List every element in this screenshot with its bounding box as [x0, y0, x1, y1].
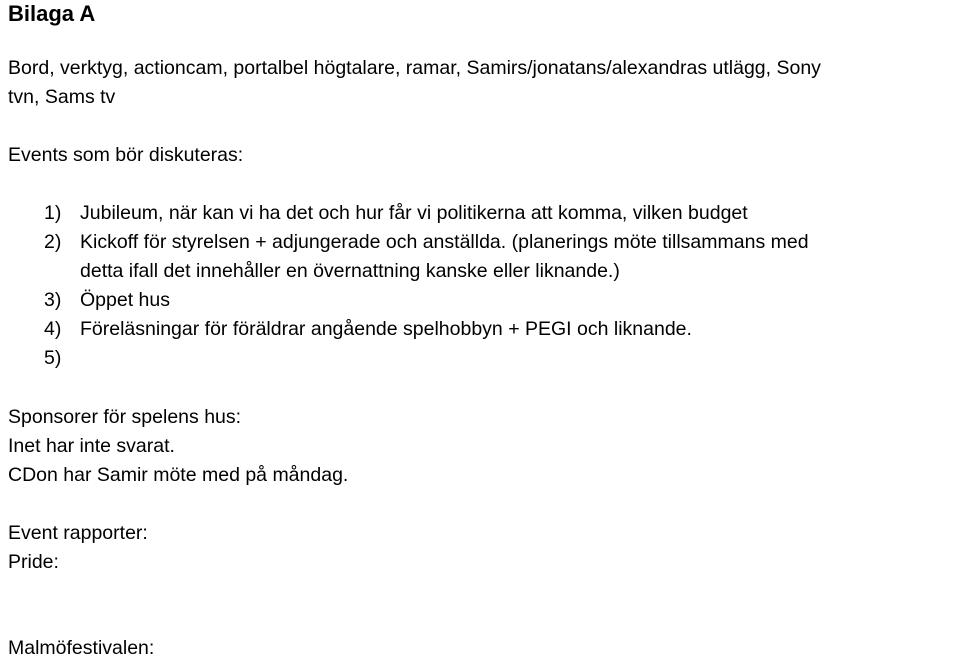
list-item-number: 3): [44, 289, 62, 311]
intro-line-1: Bord, verktyg, actioncam, portalbel högtalare, ramar, Samirs/jonatans/alexandras utlägg, Sony: [8, 57, 821, 79]
list-item-text: Föreläsningar för föräldrar angående spelhobbyn + PEGI och liknande.: [80, 318, 692, 340]
list-item-text-continued: detta ifall det innehåller en övernattning kanske eller liknande.): [80, 260, 620, 282]
reports-pride: Pride:: [8, 551, 59, 573]
list-item-number: 1): [44, 202, 62, 224]
list-item-text: Öppet hus: [80, 289, 170, 311]
list-item-number: 4): [44, 318, 62, 340]
reports-malmofestivalen: Malmöfestivalen:: [8, 637, 155, 659]
reports-title: Event rapporter:: [8, 522, 148, 544]
events-title: Events som bör diskuteras:: [8, 144, 244, 166]
list-item-number: 2): [44, 231, 62, 253]
list-item-text: Kickoff för styrelsen + adjungerade och anställda. (planerings möte tillsammans med: [80, 231, 809, 253]
sponsors-line-2: CDon har Samir möte med på måndag.: [8, 464, 349, 486]
sponsors-title: Sponsorer för spelens hus:: [8, 406, 242, 428]
document-heading: Bilaga A: [8, 1, 96, 26]
sponsors-line-1: Inet har inte svarat.: [8, 435, 175, 457]
list-item-text: Jubileum, när kan vi ha det och hur får vi politikerna att komma, vilken budget: [80, 202, 748, 224]
list-item-number: 5): [44, 347, 62, 369]
intro-line-2: tvn, Sams tv: [8, 86, 116, 108]
